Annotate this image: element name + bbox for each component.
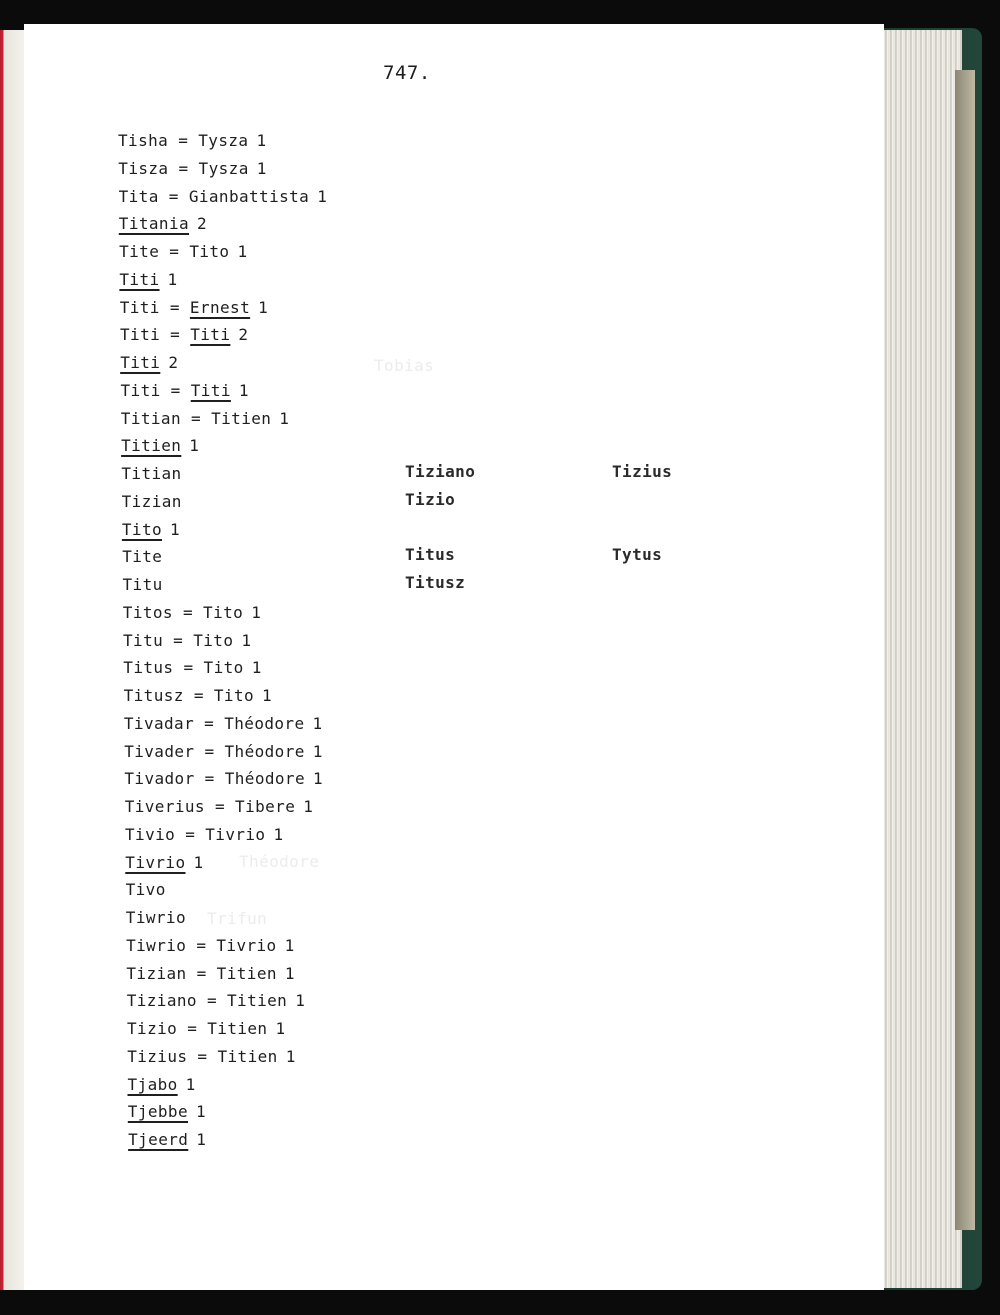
entry-count: 1 — [285, 1046, 296, 1066]
entry-count: 1 — [258, 297, 269, 317]
entry-text: Tivader = Théodore — [124, 741, 305, 761]
name-entry — [118, 654, 327, 682]
entry-count: 1 — [167, 269, 178, 289]
name-entry — [118, 793, 327, 821]
entry-text: Tisha = Tysza — [118, 131, 249, 150]
name-entry — [118, 710, 327, 738]
entry-count: 1 — [284, 935, 295, 955]
name-entry — [118, 210, 327, 238]
entry-count: 1 — [256, 131, 267, 150]
entry-text: Titusz = Tito — [123, 686, 255, 705]
entry-count: 1 — [196, 1102, 207, 1122]
variant-name — [612, 514, 672, 542]
name-entry — [118, 932, 327, 960]
variant-name: Titusz — [405, 573, 466, 592]
variant-name: Tytus — [612, 545, 663, 565]
entry-text: Tite — [122, 547, 163, 567]
left-page-edge — [0, 30, 24, 1290]
name-entry-list — [118, 127, 327, 1154]
entry-count: 1 — [312, 741, 323, 761]
entry-count: 1 — [312, 713, 323, 733]
entry-text: Tivadar = Théodore — [123, 713, 305, 733]
entry-count: 1 — [189, 436, 200, 456]
name-entry — [118, 321, 327, 349]
entry-count: 1 — [237, 242, 248, 261]
name-entry — [118, 821, 327, 849]
show-through-text: Théodore — [239, 852, 320, 871]
entry-count: 1 — [238, 380, 249, 400]
name-entry — [118, 627, 327, 655]
entry-count: 1 — [241, 630, 252, 650]
entry-count: 1 — [251, 658, 262, 678]
entry-text: Tizio = Titien — [127, 1019, 268, 1038]
entry-count: 1 — [279, 408, 290, 428]
entry-text: Titian — [121, 464, 182, 483]
entry-count: 1 — [284, 963, 295, 983]
name-entry — [118, 904, 327, 932]
entry-text: Titania — [118, 214, 190, 234]
entry-count: 1 — [312, 769, 324, 789]
name-entry — [118, 266, 327, 294]
entry-text: Tizius = Titien — [127, 1046, 278, 1066]
entry-text: Tisza = Tysza — [118, 158, 249, 178]
entry-count: 2 — [168, 353, 179, 372]
name-entry — [118, 294, 327, 322]
entry-text: Tiziano = Titien — [126, 991, 288, 1011]
name-entry — [118, 738, 327, 766]
entry-text: Tjabo — [127, 1074, 178, 1094]
entry-text: Tivador = Théodore — [124, 769, 305, 789]
name-entry — [118, 349, 327, 377]
name-entry — [118, 571, 327, 599]
name-entry — [118, 488, 327, 516]
entry-text: Titi — [119, 269, 160, 289]
entry-text: Titos = Tito — [122, 602, 244, 622]
entry-count: 1 — [317, 186, 328, 206]
name-entry — [118, 1098, 327, 1126]
entry-count: 1 — [303, 797, 314, 816]
entry-count: 2 — [197, 214, 208, 234]
name-entry — [118, 1071, 327, 1099]
name-entry — [118, 960, 327, 988]
entry-text: Tjeerd — [128, 1130, 189, 1149]
entry-count: 1 — [273, 824, 284, 844]
variant-column-3 — [612, 458, 672, 569]
name-entry — [118, 987, 327, 1015]
name-entry — [118, 599, 327, 627]
name-entry — [118, 849, 327, 877]
entry-text: Titus = Tito — [123, 658, 244, 678]
entry-text: Tivo — [125, 880, 166, 900]
name-entry — [118, 127, 327, 155]
entry-count: 1 — [193, 852, 204, 872]
entry-count: 1 — [275, 1019, 286, 1038]
variant-name: Tiziano — [405, 462, 476, 481]
name-entry — [118, 460, 327, 488]
name-entry — [118, 432, 327, 460]
name-entry — [118, 1126, 327, 1154]
entry-text: Titi = Titi — [120, 380, 231, 400]
entry-text: Tizian — [121, 491, 182, 511]
cover-board — [955, 70, 975, 1230]
show-through-text: Tobias — [374, 356, 435, 375]
entry-count: 1 — [262, 686, 273, 705]
variant-name: Tizius — [612, 462, 673, 481]
entry-text: Tizian = Titien — [126, 963, 277, 983]
name-entry — [118, 1043, 327, 1071]
entry-text: Titien — [121, 436, 182, 456]
entry-text: Titu — [122, 575, 163, 594]
entry-text: Tito — [121, 519, 163, 539]
entry-text: Tjebbe — [127, 1102, 188, 1122]
name-entry — [118, 516, 327, 544]
name-entry — [118, 1015, 327, 1043]
name-entry — [118, 377, 327, 405]
page-number: 747. — [383, 62, 431, 84]
entry-text: Titi — [120, 353, 161, 372]
entry-text: Titu = Tito — [123, 630, 234, 650]
entry-text: Tite = Tito — [119, 242, 230, 261]
entry-text: Tivrio — [125, 852, 186, 872]
name-entry — [118, 876, 327, 904]
variant-column-2 — [405, 458, 475, 597]
entry-text: Tiwrio = Tivrio — [126, 935, 277, 955]
name-entry — [118, 765, 327, 793]
entry-text: Titian = Titien — [120, 408, 272, 428]
variant-name: Titus — [405, 545, 456, 565]
entry-count: 1 — [185, 1074, 196, 1094]
entry-text: Tita = Gianbattista — [118, 186, 310, 206]
name-entry — [118, 155, 327, 183]
entry-text: Tiwrio — [125, 908, 186, 927]
variant-name: Tizio — [405, 489, 456, 509]
entry-count: 2 — [238, 325, 249, 345]
entry-count: 1 — [196, 1130, 207, 1149]
entry-text: Tiverius = Tibere — [124, 797, 296, 816]
show-through-text: Trifun — [207, 909, 268, 928]
entry-count: 1 — [170, 519, 181, 539]
variant-name — [405, 514, 475, 542]
variant-name — [612, 486, 672, 514]
entry-count: 1 — [295, 991, 306, 1011]
entry-text: Titi = Ernest — [119, 297, 251, 317]
entry-count: 1 — [256, 158, 267, 178]
entry-text: Titi = Titi — [120, 325, 231, 345]
name-entry — [118, 682, 327, 710]
entry-text: Tivio = Tivrio — [125, 824, 266, 844]
name-entry — [118, 238, 327, 266]
name-entry — [118, 543, 327, 571]
name-entry — [118, 183, 327, 211]
entry-count: 1 — [251, 602, 262, 622]
page-edges — [878, 30, 962, 1288]
name-entry — [118, 405, 327, 433]
